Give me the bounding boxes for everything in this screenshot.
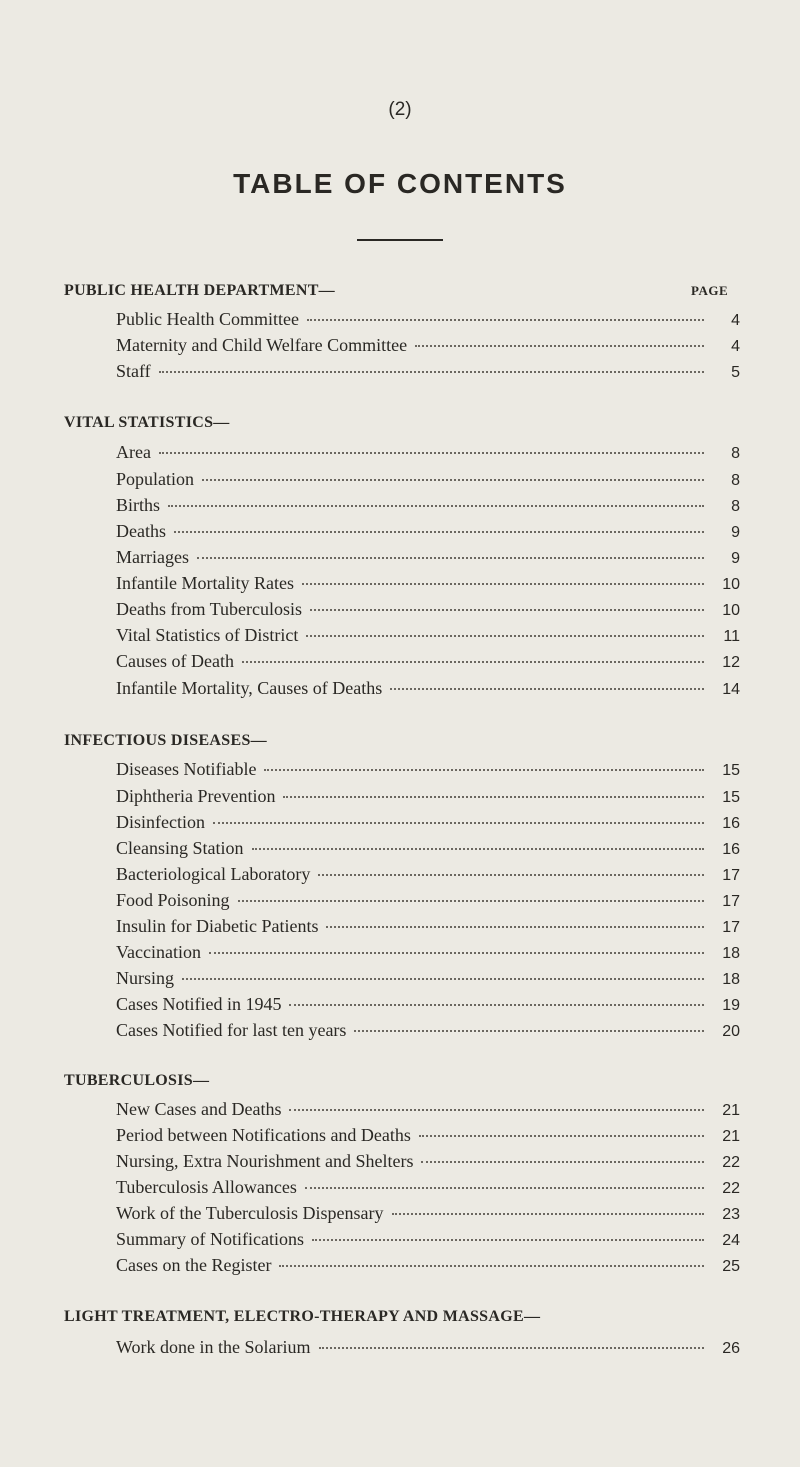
entry-title: Deaths: [116, 521, 166, 541]
toc-entry: [116, 890, 740, 916]
dot-leader: [390, 688, 704, 690]
entry-page-number: 17: [722, 867, 740, 884]
dot-leader: [326, 926, 704, 928]
section-heading: PUBLIC HEALTH DEPARTMENT—: [64, 282, 335, 299]
dot-leader: [392, 1213, 704, 1215]
entry-page-number: 4: [731, 338, 740, 355]
entry-title: Cleansing Station: [116, 838, 244, 858]
entry-page-number: 18: [722, 971, 740, 988]
entry-title: Causes of Death: [116, 651, 234, 671]
entry-page-number: 9: [731, 550, 740, 567]
dot-leader: [174, 531, 704, 533]
dot-leader: [318, 874, 704, 876]
toc-entry: [116, 994, 740, 1020]
entry-page-number: 17: [722, 893, 740, 910]
entry-page-number: 14: [722, 681, 740, 698]
dot-leader: [306, 635, 704, 637]
page-column-label: PAGE: [691, 283, 729, 298]
entry-page-number: 10: [722, 602, 740, 619]
toc-entry: [116, 573, 740, 599]
dot-leader: [252, 848, 705, 850]
entry-page-number: 17: [722, 919, 740, 936]
entry-page-number: 9: [731, 524, 740, 541]
toc-entry: [116, 599, 740, 625]
toc-entry: [116, 469, 740, 495]
dot-leader: [354, 1030, 704, 1032]
dot-leader: [197, 557, 704, 559]
toc-entry: [116, 1099, 740, 1125]
dot-leader: [307, 319, 704, 321]
entry-title: Nursing: [116, 968, 174, 988]
entry-title: Deaths from Tuberculosis: [116, 599, 302, 619]
toc-entry: [116, 335, 740, 361]
toc-entry: [116, 1229, 740, 1255]
entry-page-number: 25: [722, 1258, 740, 1275]
dot-leader: [159, 371, 704, 373]
entry-page-number: 11: [723, 628, 740, 645]
toc-entry: [116, 942, 740, 968]
entry-title: Public Health Committee: [116, 309, 299, 329]
entry-page-number: 21: [722, 1102, 740, 1119]
entry-page-number: 10: [722, 576, 740, 593]
section-heading: INFECTIOUS DISEASES—: [64, 732, 267, 749]
dot-leader: [419, 1135, 704, 1137]
toc-entry: [116, 442, 740, 468]
entry-title: Cases Notified for last ten years: [116, 1020, 347, 1040]
entry-page-number: 19: [722, 997, 740, 1014]
dot-leader: [415, 345, 704, 347]
section-heading: LIGHT TREATMENT, ELECTRO-THERAPY AND MASSAGE—: [64, 1308, 541, 1325]
entry-title: Period between Notifications and Deaths: [116, 1125, 411, 1145]
toc-entry: [116, 1255, 740, 1281]
entry-title: Maternity and Child Welfare Committee: [116, 335, 408, 355]
dot-leader: [168, 505, 704, 507]
toc-entry: [116, 1337, 740, 1363]
entry-page-number: 12: [722, 654, 740, 671]
toc-entry: [116, 651, 740, 677]
dot-leader: [213, 822, 704, 824]
entry-page-number: 24: [722, 1232, 740, 1249]
entry-title: Diseases Notifiable: [116, 759, 257, 779]
entry-title: Summary of Notifications: [116, 1229, 304, 1249]
toc-entry: [116, 786, 740, 812]
dot-leader: [310, 609, 704, 611]
dot-leader: [242, 661, 704, 663]
entry-title: Tuberculosis Allowances: [116, 1177, 297, 1197]
toc-entry: [116, 968, 740, 994]
dot-leader: [302, 583, 704, 585]
entry-title: Insulin for Diabetic Patients: [116, 916, 319, 936]
toc-entry: [116, 361, 740, 387]
entry-page-number: 15: [722, 762, 740, 779]
entry-title: Diphtheria Prevention: [116, 786, 276, 806]
entry-title: Infantile Mortality Rates: [116, 573, 294, 593]
entry-page-number: 16: [722, 815, 740, 832]
toc-entry: [116, 547, 740, 573]
entry-page-number: 8: [731, 445, 740, 462]
entry-title: Marriages: [116, 547, 189, 567]
entry-page-number: 16: [722, 841, 740, 858]
toc-entry: [116, 309, 740, 335]
toc-entry: [116, 759, 740, 785]
entry-page-number: 22: [722, 1180, 740, 1197]
entry-page-number: 21: [722, 1128, 740, 1145]
dot-leader: [238, 900, 704, 902]
dot-leader: [159, 452, 704, 454]
entry-page-number: 22: [722, 1154, 740, 1171]
dot-leader: [264, 769, 704, 771]
toc-entry: [116, 625, 740, 651]
dot-leader: [289, 1004, 704, 1006]
entry-title: Vaccination: [116, 942, 201, 962]
entry-title: Area: [116, 442, 151, 462]
entry-title: Bacteriological Laboratory: [116, 864, 311, 884]
entry-title: Disinfection: [116, 812, 205, 832]
dot-leader: [312, 1239, 704, 1241]
entry-title: New Cases and Deaths: [116, 1099, 282, 1119]
entry-title: Work of the Tuberculosis Dispensary: [116, 1203, 384, 1223]
toc-entry: [116, 521, 740, 547]
toc-entry: [116, 812, 740, 838]
entry-page-number: 26: [722, 1340, 740, 1357]
toc-entry: [116, 1151, 740, 1177]
toc-entry: [116, 495, 740, 521]
entry-title: Staff: [116, 361, 151, 381]
dot-leader: [202, 479, 704, 481]
entry-page-number: 15: [722, 789, 740, 806]
toc-entry: [116, 1125, 740, 1151]
entry-title: Nursing, Extra Nourishment and Shelters: [116, 1151, 414, 1171]
toc-entry: [116, 838, 740, 864]
dot-leader: [182, 978, 704, 980]
section-heading: TUBERCULOSIS—: [64, 1072, 210, 1089]
dot-leader: [305, 1187, 704, 1189]
toc-entry: [116, 1177, 740, 1203]
section-heading: VITAL STATISTICS—: [64, 414, 230, 431]
toc-entry: [116, 864, 740, 890]
page-title: TABLE OF CONTENTS: [233, 168, 567, 199]
dot-leader: [319, 1347, 704, 1349]
dot-leader: [209, 952, 704, 954]
entry-page-number: 23: [722, 1206, 740, 1223]
entry-title: Cases on the Register: [116, 1255, 272, 1275]
toc-entry: [116, 1203, 740, 1229]
entry-title: Vital Statistics of District: [116, 625, 299, 645]
title-rule: [357, 239, 443, 241]
page-number: (2): [388, 99, 412, 120]
entry-page-number: 8: [731, 498, 740, 515]
toc-entry: [116, 678, 740, 704]
toc-entry: [116, 1020, 740, 1046]
entry-title: Cases Notified in 1945: [116, 994, 282, 1014]
entry-title: Food Poisoning: [116, 890, 230, 910]
dot-leader: [289, 1109, 704, 1111]
entry-title: Births: [116, 495, 161, 515]
dot-leader: [421, 1161, 704, 1163]
entry-title: Population: [116, 469, 195, 489]
entry-title: Infantile Mortality, Causes of Deaths: [116, 678, 383, 698]
dot-leader: [279, 1265, 704, 1267]
entry-page-number: 4: [731, 312, 740, 329]
entry-page-number: 20: [722, 1023, 740, 1040]
entry-page-number: 5: [731, 364, 740, 381]
entry-page-number: 8: [731, 472, 740, 489]
dot-leader: [283, 796, 704, 798]
toc-entry: [116, 916, 740, 942]
entry-title: Work done in the Solarium: [116, 1337, 311, 1357]
entry-page-number: 18: [722, 945, 740, 962]
